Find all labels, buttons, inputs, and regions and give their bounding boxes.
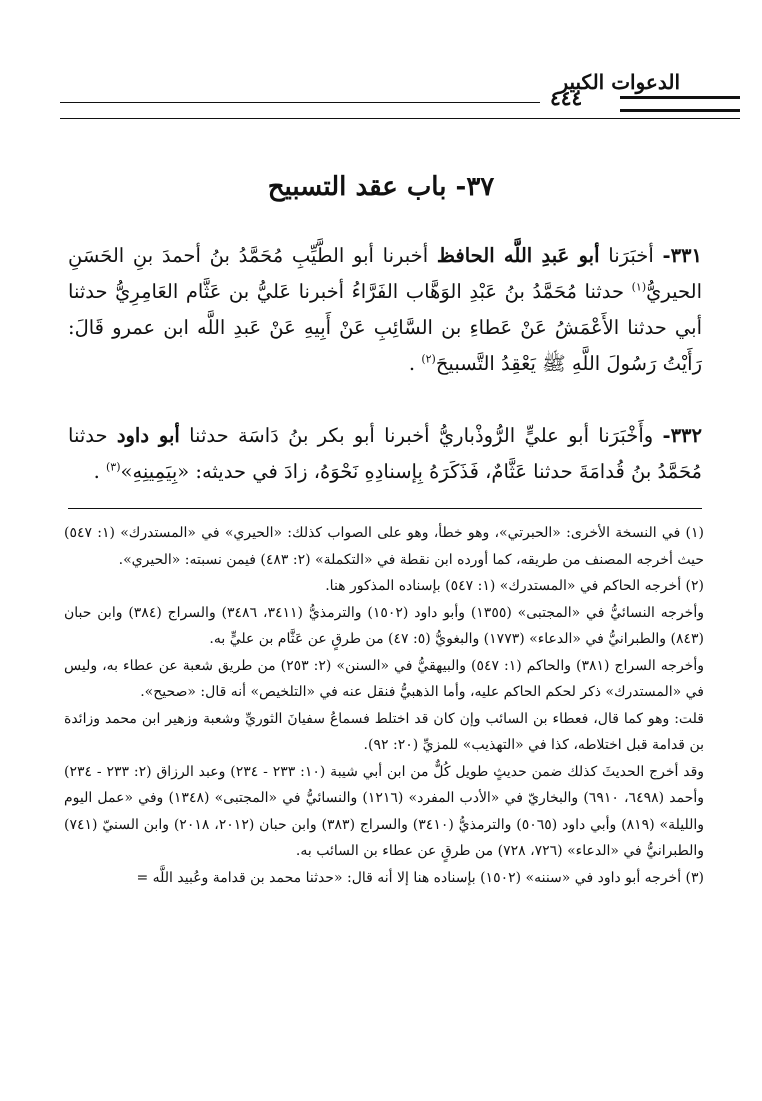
narrator-name: أبو داود xyxy=(116,424,180,447)
chapter-title: ٣٧- باب عقد التسبيح xyxy=(267,172,495,202)
footnote-1: (١) في النسخة الأخرى: «الحبرتي»، وهو خطأ، وهو على الصواب كذلك: «الحيري» في «المستدرك» (١: ٥٤٧) حيث أخرجه المصنف من طريقه، كما أورده ابن نقطة في «التكملة» (٢: ٤٨٣) فيمن نسبته: «الحيري». xyxy=(64,525,705,568)
footnotes xyxy=(64,520,704,891)
footnote-2-paragraph: وقد أخرج الحديثَ كذلك ضمن حديثٍ طويل كُلٌّ من ابن أبي شيبة (١٠: ٢٣٣ - ٢٣٤) وعبد الرزاق (٢: ٢٣٣ - ٢٣٤) وأحمد (٦٤٩٨، ٦٩١٠) والبخاريّ في «الأدب المفرد» (١٢١٦) والنسائيُّ في «المجتبى» (١٣٤٨) وفي «عمل اليوم والليلة» (٨١٩) وأبي داود (٥٠٦٥) والترمذيُّ (٣٤١٠) والسراج (٣٨٣) وابن حبان (٢٠١٢، ٢٠١٨) وابن السنيّ (٧٤١) والطبرانيُّ في «الدعاء» (٧٢٦، ٧٢٨) من طرقٍ عن عطاء بن السائب به. xyxy=(64,763,705,859)
book-title: الدعوات الكبير xyxy=(558,70,680,94)
footnote-3: (٣) أخرجه أبو داود في «سننه» (١٥٠٢) بإسناده هنا إلا أنه قال: «حدثنا محمد بن قدامة وعُبيد اللَّه = xyxy=(136,869,704,886)
hadith-text: أخبرنا أبو الطَّيِّبِ مُحَمَّدُ بنُ أحمدَ بنِ الحَسَنِ الحيريُّ xyxy=(68,244,702,303)
footnote-2-paragraph: قلت: وهو كما قال، فعطاء بن السائب وإن كان قد اختلط فسماعُ سفيانَ الثوريِّ وشعبة وزهير ابن محمد وزائدة بن قدامة قبل اختلاطه، كذا في «التهذيب» للمزيِّ (٢٠: ٩٢). xyxy=(64,710,704,753)
page-number: ٤٤٤ xyxy=(550,86,583,110)
hadith-text: وأَخْبَرَنا أبو عليٍّ الرُّوذْباريُّ أخبرنا أبو بكر بنُ دَاسَة حدثنا xyxy=(179,424,663,447)
footnote-2-paragraph: وأخرجه السراج (٣٨١) والحاكم (١: ٥٤٧) والبيهقيُّ في «السنن» (٢: ٢٥٣) من طريق شعبة عن عطاء به، وليس في «المستدرك» ذكر لحكم الحاكم عليه، وأما الذهبيُّ فنقل عنه في «التلخيص» أنه قال: «صحيح». xyxy=(64,657,704,700)
hadith-number: ٣٣٢- xyxy=(662,424,702,447)
hadith-number: ٣٣١- xyxy=(662,244,702,267)
footnote-2-paragraph: وأخرجه النسائيُّ في «المجتبى» (١٣٥٥) وأبو داود (١٥٠٢) والترمذيُّ (٣٤١١، ٣٤٨٦) والسراج (٣٨٤) وابن حبان (٨٤٣) والطبرانيُّ في «الدعاء» (١٧٧٣) والبغويُّ (٥: ٤٧) من طرقٍ عن عَثَّام بن عليٍّ به. xyxy=(64,604,704,647)
hadith-text: أخبَرَنا xyxy=(599,244,663,267)
hadith-text: . xyxy=(93,460,106,483)
header-underline xyxy=(60,118,740,119)
hadith-text: حدثنا مُحَمَّدُ بنُ قُدامَةَ حدثنا عَثَّامٌ، فَذَكَرَهُ بِإسنادِهِ نَحْوَهُ، زادَ في حديثه: «بِيَمِينِهِ» xyxy=(68,424,702,483)
hadith-331 xyxy=(68,238,702,382)
footnote-2: (٢) أخرجه الحاكم في «المستدرك» (١: ٥٤٧) بإسناده المذكور هنا. xyxy=(325,578,704,594)
footnote-ref[interactable]: (٣) xyxy=(106,460,121,474)
footnote-ref[interactable]: (٢) xyxy=(421,352,436,366)
footnote-ref[interactable]: (١) xyxy=(631,280,647,294)
narrator-name: أبو عَبدِ اللَّه الحافظ xyxy=(436,244,600,267)
hadith-332 xyxy=(68,418,702,490)
running-header xyxy=(60,60,680,120)
hadith-text: . xyxy=(408,352,422,375)
footnote-separator xyxy=(68,508,702,509)
header-rule xyxy=(60,102,540,103)
header-double-rule xyxy=(620,96,740,112)
hadith-text: حدثنا مُحَمَّدُ بنُ عَبْدِ الوَهَّاب الفَرَّاءُ أخبرنا عَليُّ بن عَثَّام العَامِرِيُّ حدثنا أبي حدثنا الأَعْمَشُ عَنْ عَطاءِ بن السَّائِبِ عَنْ أَبِيهِ عَنْ عَبدِ اللَّه ابن عمرو قَالَ: رَأَيْتُ رَسُولَ اللَّهِ ﷺ يَعْقِدُ التَّسبيحَ xyxy=(68,280,702,375)
